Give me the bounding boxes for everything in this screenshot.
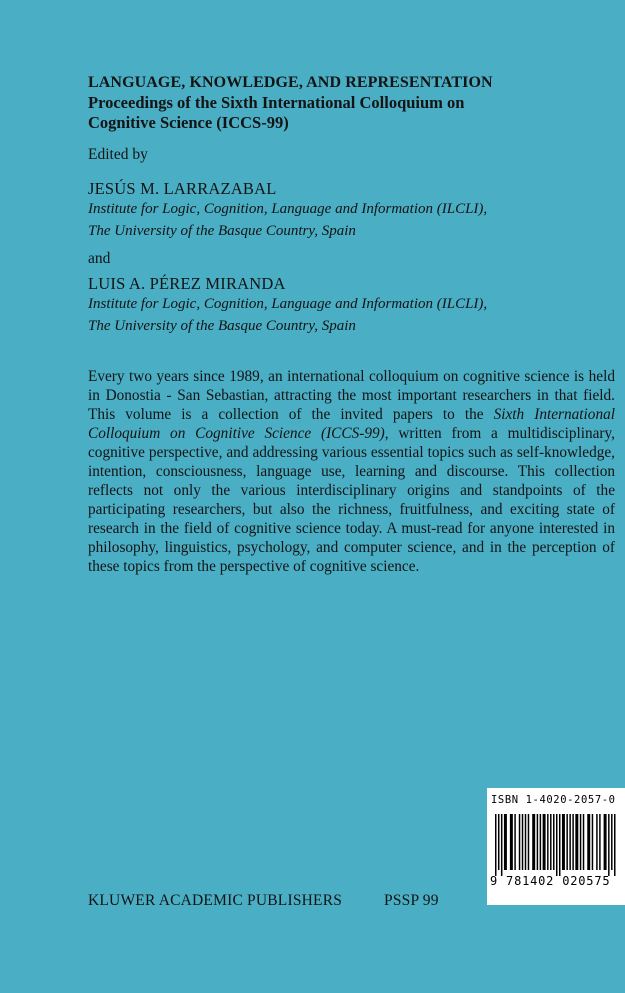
barcode-bar (540, 814, 541, 870)
barcode-bar (587, 814, 590, 870)
book-subtitle-line-1: Proceedings of the Sixth International Colloquium on (88, 93, 465, 112)
book-description-emphasis: Sixth International Colloquium on Cognitive Science (ICCS-99) (88, 406, 615, 443)
barcode-bar (592, 814, 593, 870)
series-code: PSSP 99 (384, 892, 439, 909)
barcode-bar (575, 814, 578, 870)
editor-1-affiliation-line-2: The University of the Basque Country, Spain (88, 222, 356, 239)
and-conjunction: and (88, 250, 111, 267)
book-subtitle-line-2: Cognitive Science (ICCS-99) (88, 113, 289, 132)
book-description-part-1: Every two years since 1989, an international colloquium on cognitive science is held in Donostia - San Sebastian, attracting the most important researchers in that field. This volume is a collection of the invited papers to the (88, 368, 615, 424)
barcode-bar (519, 814, 520, 870)
barcode-bar (572, 814, 573, 870)
barcode-bar (522, 814, 523, 870)
editor-2 (88, 273, 487, 337)
barcode-bar (556, 814, 557, 876)
edited-by-label: Edited by (88, 146, 148, 163)
barcode-bar (604, 814, 607, 870)
barcode-bar (547, 814, 548, 870)
barcode-bar (611, 814, 612, 870)
barcode-bar (543, 814, 546, 870)
editor-2-affiliation-line-2: The University of the Basque Country, Spain (88, 317, 356, 334)
editor-1-name: JESÚS M. LARRAZABAL (88, 179, 277, 198)
publisher-name: KLUWER ACADEMIC PUBLISHERS (88, 892, 343, 909)
barcode-bar (537, 814, 538, 870)
barcode-bar (559, 814, 560, 876)
isbn-label: ISBN 1-4020-2057-0 (491, 794, 616, 806)
barcode-bar (532, 814, 535, 870)
barcode-bar (596, 814, 597, 870)
barcode-bar (525, 814, 526, 870)
barcode-icon (495, 814, 617, 876)
book-title: LANGUAGE, KNOWLEDGE, AND REPRESENTATION (88, 74, 493, 91)
barcode-bar (566, 814, 567, 870)
barcode-bar (510, 814, 513, 870)
barcode-bar (580, 814, 581, 870)
barcode-bar (608, 814, 609, 876)
barcode-bar (495, 814, 496, 876)
barcode-bar (550, 814, 551, 870)
book-description (88, 367, 615, 577)
editor-1 (88, 178, 487, 242)
barcode-bar (501, 814, 502, 876)
barcode-bar (599, 814, 600, 870)
barcode-bar (504, 814, 507, 870)
barcode-bar (583, 814, 584, 870)
barcode-bar (562, 814, 565, 870)
barcode-bar (528, 814, 529, 870)
barcode-bar (614, 814, 615, 876)
barcode-bar (514, 814, 515, 870)
barcode-digits: 9 781402 020575 (490, 874, 611, 888)
editor-1-affiliation-line-1: Institute for Logic, Cognition, Language and Information (ILCLI), (88, 201, 488, 217)
barcode-box (487, 788, 625, 905)
barcode-bar (569, 814, 570, 870)
barcode-bar (553, 814, 554, 870)
barcode-bar (498, 814, 499, 870)
editor-2-name: LUIS A. PÉREZ MIRANDA (88, 274, 286, 293)
book-description-part-2: , written from a multidisciplinary, cognitive perspective, and addressing various essential topics such as self-knowledge, intention, consciousness, language use, learning and discourse. This collection reflects not only the various interdisciplinary origins and standpoints of the participating researchers, but also the richness, fruitfulness, and exciting state of research in the field of cognitive science today. A must-read for anyone interested in philosophy, linguistics, psychology, and computer science, and in the perception of these topics from the perspective of cognitive science. (88, 425, 616, 576)
title-block (88, 73, 588, 133)
editor-2-affiliation-line-1: Institute for Logic, Cognition, Language and Information (ILCLI), (88, 296, 488, 312)
